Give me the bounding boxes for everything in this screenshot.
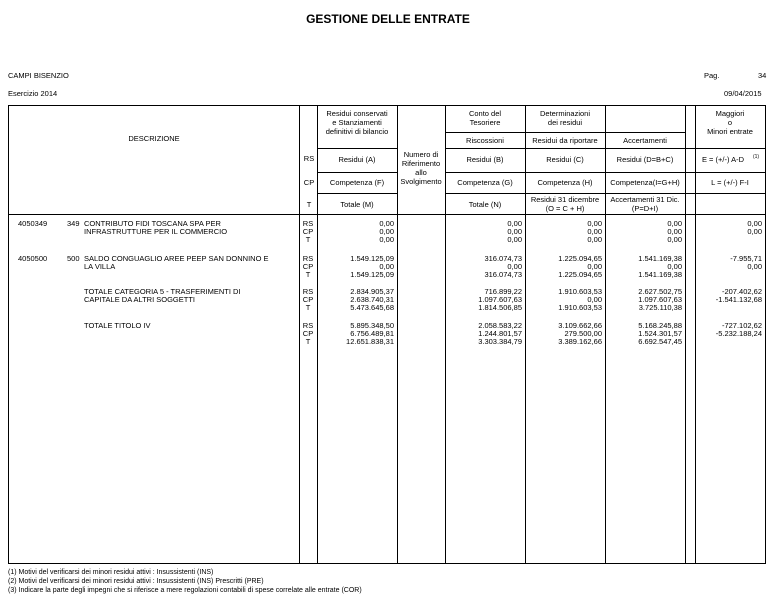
row-value-d: 1.541.169,38 0,00 1.541.169,38 — [638, 254, 682, 280]
header-formula-l: L = (+/-) F-I — [711, 178, 749, 187]
header-determinazioni: Determinazioni dei residui — [539, 109, 591, 127]
header-accertamenti: Accertamenti — [623, 136, 667, 145]
row-description: SALDO CONGUAGLIO AREE PEEP SAN DONNINO E LA VILLA — [84, 254, 269, 272]
footnote-1: (1) Motivi del verificarsi dei minori residui attivi : Insussistenti (INS) — [8, 569, 214, 576]
header-residui-a: Residui (A) — [338, 155, 376, 164]
report-date: 09/04/2015 — [724, 89, 762, 98]
footnote-3: (3) Indicare la parte degli impegni che si riferisce a mere regolazioni contabili di spese correlate alle entrate (COR) — [8, 587, 362, 594]
row-value-a: 0,00 0,00 0,00 — [379, 219, 394, 245]
page-label: Pag. — [704, 71, 720, 80]
header-competenza-h: Competenza (H) — [537, 178, 593, 187]
header-competenza-i: Competenza(I=G+H) — [610, 178, 680, 187]
header-numero-riferimento: Numero di Riferimento allo Svolgimento — [400, 150, 442, 186]
row-number: 349 — [67, 219, 80, 228]
row-types: RS CP T — [302, 321, 314, 347]
header-conto-tesoriere: Conto del Tesoriere — [468, 109, 502, 127]
row-value-a: 5.895.348,50 6.756.489,81 12.651.838,31 — [346, 321, 394, 347]
header-residui-b: Residui (B) — [466, 155, 504, 164]
header-accertamenti-31: Accertamenti 31 Dic. (P=D+I) — [610, 195, 680, 213]
exercise-year: Esercizio 2014 — [8, 89, 58, 98]
header-maggiori-minori: Maggiori o Minori entrate — [707, 109, 753, 136]
entity-name: CAMPI BISENZIO — [8, 71, 69, 80]
footnote-2: (2) Motivi del verificarsi dei minori residui attivi : Insussistenti (INS) Prescritti (PRE) — [8, 578, 264, 585]
row-value-c: 1.225.094,65 0,00 1.225.094,65 — [558, 254, 602, 280]
report-table — [8, 105, 766, 564]
row-value-a: 2.834.905,37 2.638.740,31 5.473.645,68 — [350, 287, 394, 313]
header-rs: RS — [303, 154, 315, 163]
row-description: TOTALE CATEGORIA 5 - TRASFERIMENTI DI CAPITALE DA ALTRI SOGGETTI — [84, 287, 241, 305]
header-note-1: (1) — [752, 154, 760, 160]
row-value-b: 316.074,73 0,00 316.074,73 — [484, 254, 522, 280]
row-value-e: -207.402,62 -1.541.132,68 — [715, 287, 762, 305]
page-title: GESTIONE DELLE ENTRATE — [306, 12, 470, 26]
header-descrizione: DESCRIZIONE — [128, 134, 180, 143]
row-value-b: 2.058.583,22 1.244.801,57 3.303.384,79 — [478, 321, 522, 347]
header-formula-e: E = (+/-) A-D — [701, 155, 745, 164]
header-totale-n: Totale (N) — [468, 200, 502, 209]
row-description: TOTALE TITOLO IV — [84, 321, 151, 330]
header-cp: CP — [303, 178, 315, 187]
header-competenza-f: Competenza (F) — [329, 178, 385, 187]
row-types: RS CP T — [302, 254, 314, 280]
row-code: 4050349 — [18, 219, 48, 228]
header-residui-d: Residui (D=B+C) — [616, 155, 674, 164]
header-riscossioni: Riscossioni — [466, 136, 504, 145]
row-value-d: 2.627.502,75 1.097.607,63 3.725.110,38 — [638, 287, 682, 313]
header-totale-m: Totale (M) — [340, 200, 374, 209]
header-residui-31: Residui 31 dicembre (O = C + H) — [530, 195, 600, 213]
row-description: CONTRIBUTO FIDI TOSCANA SPA PER INFRASTRUTTURE PER IL COMMERCIO — [84, 219, 228, 237]
row-code: 4050500 — [18, 254, 48, 263]
header-residui-conservati: Residui conservati e Stanziamenti definitivi di bilancio — [325, 109, 389, 136]
header-residui-riportare: Residui da riportare — [532, 136, 598, 145]
row-value-c: 1.910.603,53 0,00 1.910.603,53 — [558, 287, 602, 313]
row-value-d: 0,00 0,00 0,00 — [667, 219, 682, 245]
header-residui-c: Residui (C) — [546, 155, 584, 164]
row-value-b: 0,00 0,00 0,00 — [507, 219, 522, 245]
row-value-a: 1.549.125,09 0,00 1.549.125,09 — [350, 254, 394, 280]
row-number: 500 — [67, 254, 80, 263]
row-value-c: 3.109.662,66 279.500,00 3.389.162,66 — [558, 321, 602, 347]
row-value-e: -727.102,62 -5.232.188,24 — [715, 321, 762, 339]
row-value-e: -7.955,71 0,00 — [730, 254, 762, 272]
row-value-c: 0,00 0,00 0,00 — [587, 219, 602, 245]
header-competenza-g: Competenza (G) — [457, 178, 513, 187]
header-t: T — [306, 200, 312, 209]
row-types: RS CP T — [302, 287, 314, 313]
row-value-b: 716.899,22 1.097.607,63 1.814.506,85 — [478, 287, 522, 313]
row-value-e: 0,00 0,00 — [747, 219, 762, 237]
page-number: 34 — [758, 71, 767, 80]
row-value-d: 5.168.245,88 1.524.301,57 6.692.547,45 — [638, 321, 682, 347]
row-types: RS CP T — [302, 219, 314, 245]
